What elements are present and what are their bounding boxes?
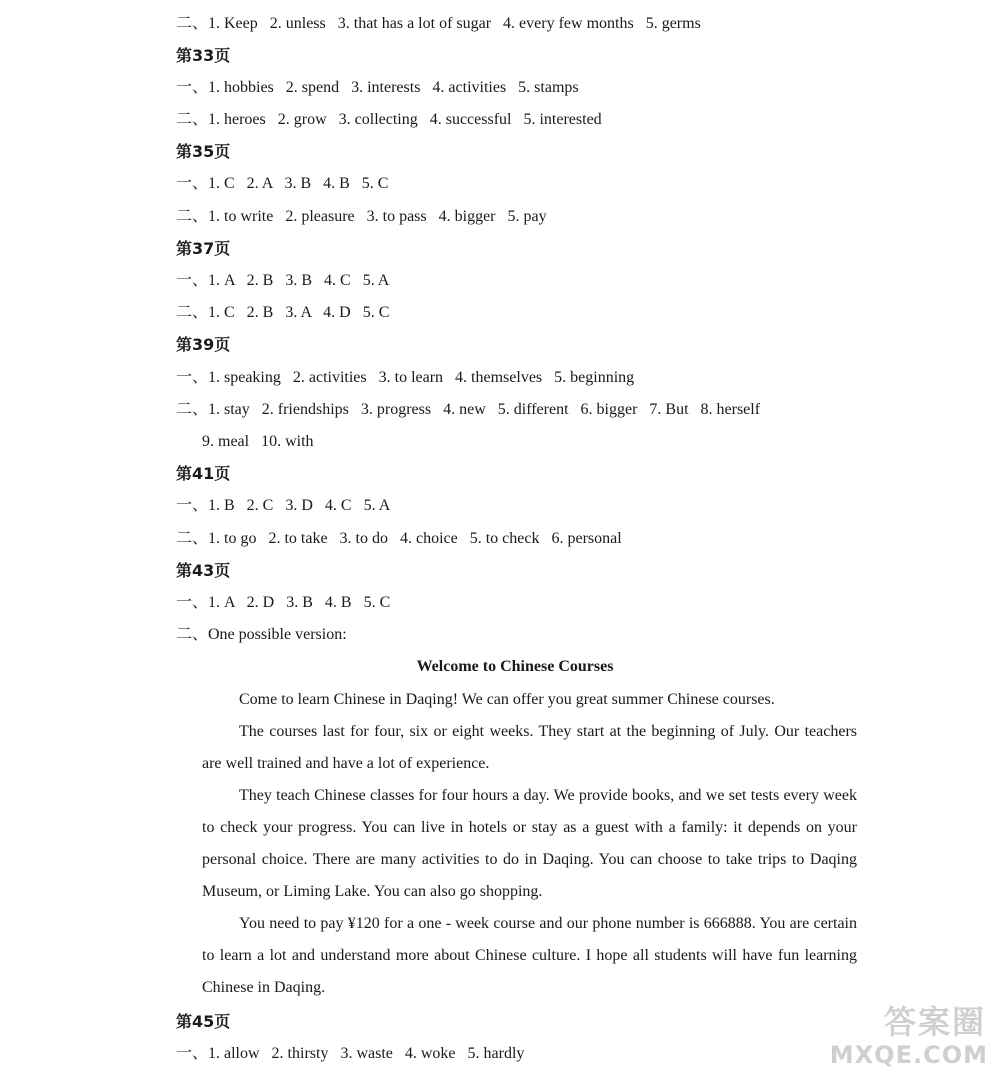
watermark-top: 答案圈 [883,1003,986,1041]
answer-line: 一、1. A 2. D 3. B 4. B 5. C [176,594,391,611]
page-heading: 第39页 [176,335,231,354]
answer-line: 一、1. A 2. B 3. B 4. C 5. A [176,272,390,289]
page-heading: 第37页 [176,239,231,258]
answer-line: 二、1. to go 2. to take 3. to do 4. choice 5. to check 6. personal [176,530,622,547]
answer-line: 一、1. C 2. A 3. B 4. B 5. C [176,175,389,192]
page-heading: 第33页 [176,46,231,65]
passage-paragraph: You need to pay ¥120 for a one - week course and our phone number is 666888. You are certain to learn a lot and understand more about Chinese culture. I hope all students will have fun learning Chinese in Daqing. [202,915,857,996]
answer-line-continued: 9. meal 10. with [202,433,314,450]
answer-line: 一、1. speaking 2. activities 3. to learn 4. themselves 5. beginning [176,369,635,386]
answer-line: 二、1. Keep 2. unless 3. that has a lot of sugar 4. every few months 5. germs [176,15,701,32]
answer-line: 一、1. B 2. C 3. D 4. C 5. A [176,497,391,514]
answer-line: 一、1. allow 2. thirsty 3. waste 4. woke 5. hardly [176,1045,525,1062]
watermark-bottom: MXQE.COM [829,1041,988,1069]
watermark-logo [808,997,988,1069]
passage-paragraph: They teach Chinese classes for four hours a day. We provide books, and we set tests every week to check your progress. You can live in hotels or stay as a guest with a family: it depends on your personal choice. There are many activities to do in Daqing. You can choose to take trips to Daqing Museum, or Liming Lake. You can also go shopping. [202,787,857,900]
passage-paragraph: Come to learn Chinese in Daqing! We can offer you great summer Chinese courses. [239,691,775,708]
page-heading: 第41页 [176,464,231,483]
page-heading: 第35页 [176,142,231,161]
answer-line: 一、1. hobbies 2. spend 3. interests 4. activities 5. stamps [176,79,579,96]
answer-line: 二、1. stay 2. friendships 3. progress 4. new 5. different 6. bigger 7. But 8. herself [176,401,761,418]
answer-line: 二、1. heroes 2. grow 3. collecting 4. successful 5. interested [176,111,602,128]
answer-line: 二、One possible version: [176,626,347,643]
answer-line: 二、1. C 2. B 3. A 4. D 5. C [176,304,390,321]
answer-line: 二、1. to write 2. pleasure 3. to pass 4. bigger 5. pay [176,208,547,225]
page-heading: 第45页 [176,1012,231,1031]
page-heading: 第43页 [176,561,231,580]
passage-title: Welcome to Chinese Courses [416,658,614,675]
passage-paragraph: The courses last for four, six or eight weeks. They start at the beginning of July. Our teachers are well trained and have a lot of experience. [202,723,857,772]
